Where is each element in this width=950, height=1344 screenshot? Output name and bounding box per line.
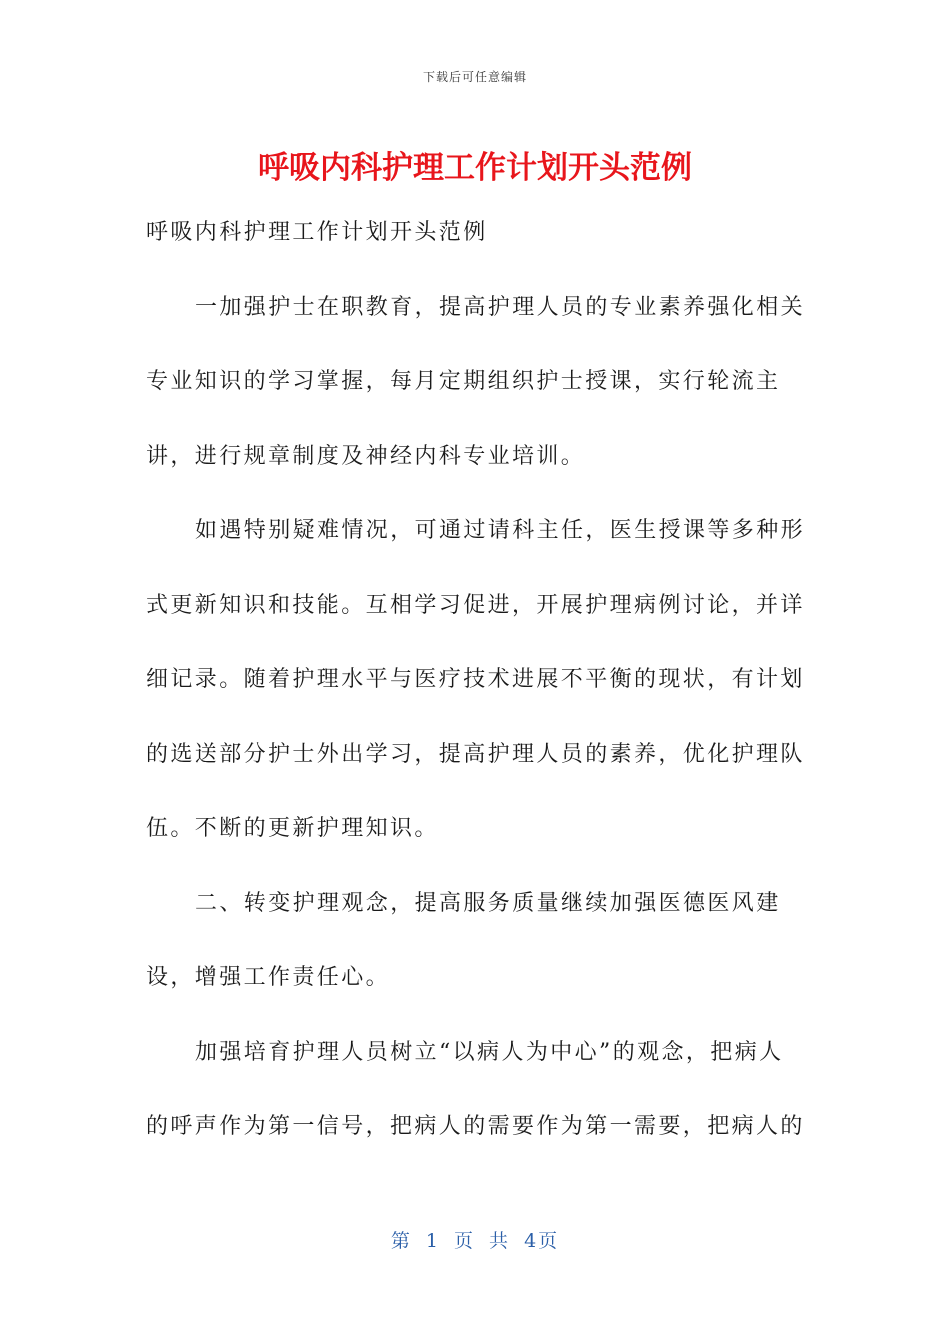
paragraph-1: 一加强护士在职教育，提高护理人员的专业素养强化相关专业知识的学习掌握，每月定期组织护士授课，实行轮流主讲，进行规章制度及神经内科专业培训。: [146, 294, 806, 469]
page-footer: 第 1 页 共 4页: [390, 1230, 560, 1252]
paragraph-4: 加强培育护理人员树立“以病人为中心”的观念，把病人的呼声作为第一信号，把病人的需要作为第一需要，把病人的: [146, 1039, 805, 1139]
paragraph-subtitle: 呼吸内科护理工作计划开头范例: [146, 220, 488, 245]
paragraph-2: 如遇特别疑难情况，可通过请科主任，医生授课等多种形式更新知识和技能。互相学习促进，开展护理病例讨论，并详细记录。随着护理水平与医疗技术进展不平衡的现状，有计划的选送部分护士外出学习，提高护理人员的素养，优化护理队伍。不断的更新护理知识。: [146, 518, 806, 841]
paragraph-3: 二、转变护理观念，提高服务质量继续加强医德医风建设，增强工作责任心。: [146, 890, 781, 990]
document-body: [146, 196, 806, 1165]
header-note: 下载后可任意编辑: [422, 70, 527, 84]
document-title: 呼吸内科护理工作计划开头范例: [258, 150, 692, 186]
